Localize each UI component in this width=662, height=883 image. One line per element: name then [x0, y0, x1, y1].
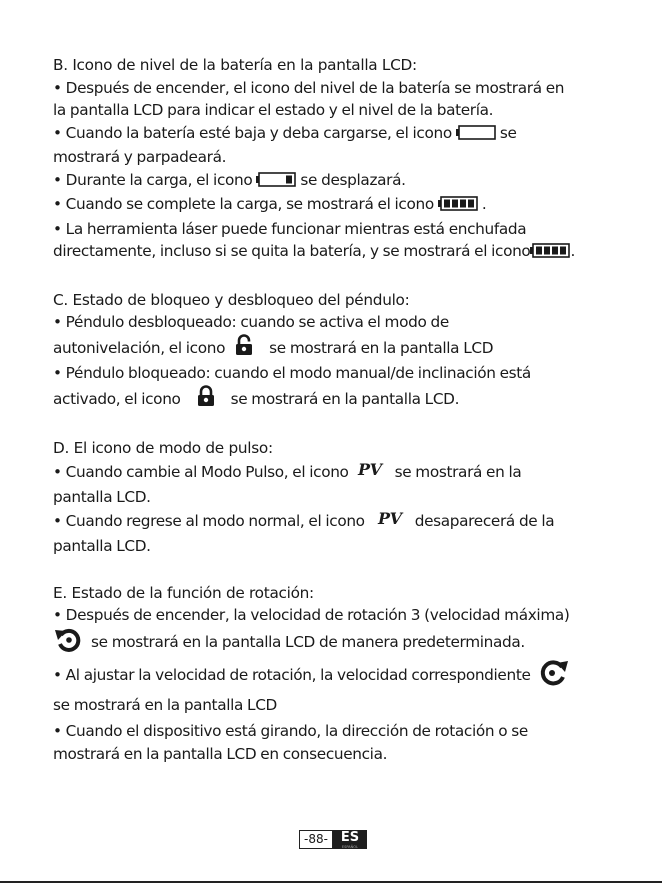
language-name: ESPAÑOL	[341, 845, 358, 849]
section-c-line	[53, 311, 613, 334]
section-d-line	[53, 460, 613, 487]
battery-charging-icon	[256, 171, 296, 194]
section-c-text: se mostrará en la pantalla LCD	[269, 338, 494, 357]
rotation-counterclockwise-icon	[55, 627, 83, 660]
section-e-title: E. Estado de la función de rotación:	[53, 583, 314, 602]
section-c-line	[53, 362, 613, 385]
section-b-text: se	[499, 123, 517, 142]
svg-text:PV: PV	[377, 508, 402, 528]
svg-text:PV: PV	[357, 459, 382, 479]
section-d-title: D. El icono de modo de pulso:	[53, 439, 273, 457]
section-d-text: desaparecerá de la	[414, 511, 555, 530]
section-b-line: • La herramienta láser puede funcionar mientras está enchufada	[53, 219, 527, 238]
section-c-text: activado, el icono	[53, 389, 181, 408]
section-b-line: mostrará y parpadeará.	[53, 148, 227, 166]
locked-padlock-icon	[195, 385, 217, 414]
section-e-line	[53, 627, 613, 660]
pulse-mode-icon	[377, 509, 407, 536]
section-c-line	[53, 334, 613, 363]
section-c-text: se mostrará en la pantalla LCD.	[230, 389, 460, 408]
pulse-mode-icon	[357, 460, 387, 487]
section-c-text: : cuando el modo manual/de inclinación está	[205, 364, 531, 382]
section-b-line: • Después de encender, el icono del nivel de la batería se mostrará en	[53, 78, 565, 97]
section-e-line: mostrará en la pantalla LCD en consecuencia.	[53, 744, 388, 763]
section-c-text: : cuando se activa el modo de	[231, 313, 449, 331]
section-b-line: la pantalla LCD para indicar el estado y el nivel de la batería.	[53, 101, 494, 119]
section-e-text: se mostrará en la pantalla LCD de manera predeterminada.	[91, 632, 525, 651]
section-c-text: autonivelación, el icono	[53, 338, 226, 357]
section-d-text: • Cuando regrese al modo normal, el icono	[53, 511, 365, 530]
section-e-text: • Al ajustar la velocidad de rotación, la velocidad correspondiente	[53, 666, 531, 684]
section-b-line	[53, 169, 613, 194]
manual-page	[53, 54, 613, 765]
battery-full-icon	[438, 195, 478, 218]
section-b-text: • Cuando la batería esté baja y deba cargarse, el icono	[53, 123, 452, 142]
page-number: -88-	[299, 830, 333, 849]
section-d-line: pantalla LCD.	[53, 488, 151, 506]
section-c-term: • Péndulo desbloqueado	[53, 313, 232, 331]
section-d-text: se mostrará en la	[394, 462, 522, 481]
section-d-line	[53, 509, 613, 536]
section-e-line: • Cuando el dispositivo está girando, la dirección de rotación o se	[53, 722, 528, 740]
section-c-title: C. Estado de bloqueo y desbloqueo del péndulo:	[53, 290, 410, 309]
section-b-text: • Cuando se complete la carga, se mostrará el icono	[53, 195, 434, 213]
language-tab	[333, 830, 367, 849]
section-c-term: • Péndulo bloqueado	[53, 364, 206, 382]
section-b-line	[53, 193, 613, 218]
language-code: ES	[340, 830, 360, 845]
section-e-line: • Después de encender, la velocidad de rotación 3 (velocidad máxima)	[53, 606, 570, 624]
section-b-text: .	[481, 195, 487, 213]
section-e-line: se mostrará en la pantalla LCD	[53, 695, 277, 714]
section-d-line: pantalla LCD.	[53, 537, 151, 555]
rotation-clockwise-icon	[537, 659, 569, 694]
battery-full-icon	[530, 242, 570, 265]
section-c-line	[53, 385, 613, 414]
section-b-text: directamente, incluso si se quita la batería, y se mostrará el icono	[53, 242, 531, 260]
section-b-title: B. Icono de nivel de la batería en la pantalla LCD:	[53, 56, 417, 74]
page-footer	[299, 830, 367, 849]
battery-empty-icon	[456, 124, 496, 147]
section-b-text: • Durante la carga, el icono	[53, 170, 253, 189]
section-b-line	[53, 122, 613, 147]
section-b-text: .	[570, 242, 575, 260]
section-b-line	[53, 240, 613, 265]
section-d-text: • Cuando cambie al Modo Pulso, el icono	[53, 462, 349, 481]
unlocked-padlock-icon	[233, 334, 255, 363]
section-e-line	[53, 659, 613, 694]
section-b-text: se desplazará.	[300, 170, 406, 189]
